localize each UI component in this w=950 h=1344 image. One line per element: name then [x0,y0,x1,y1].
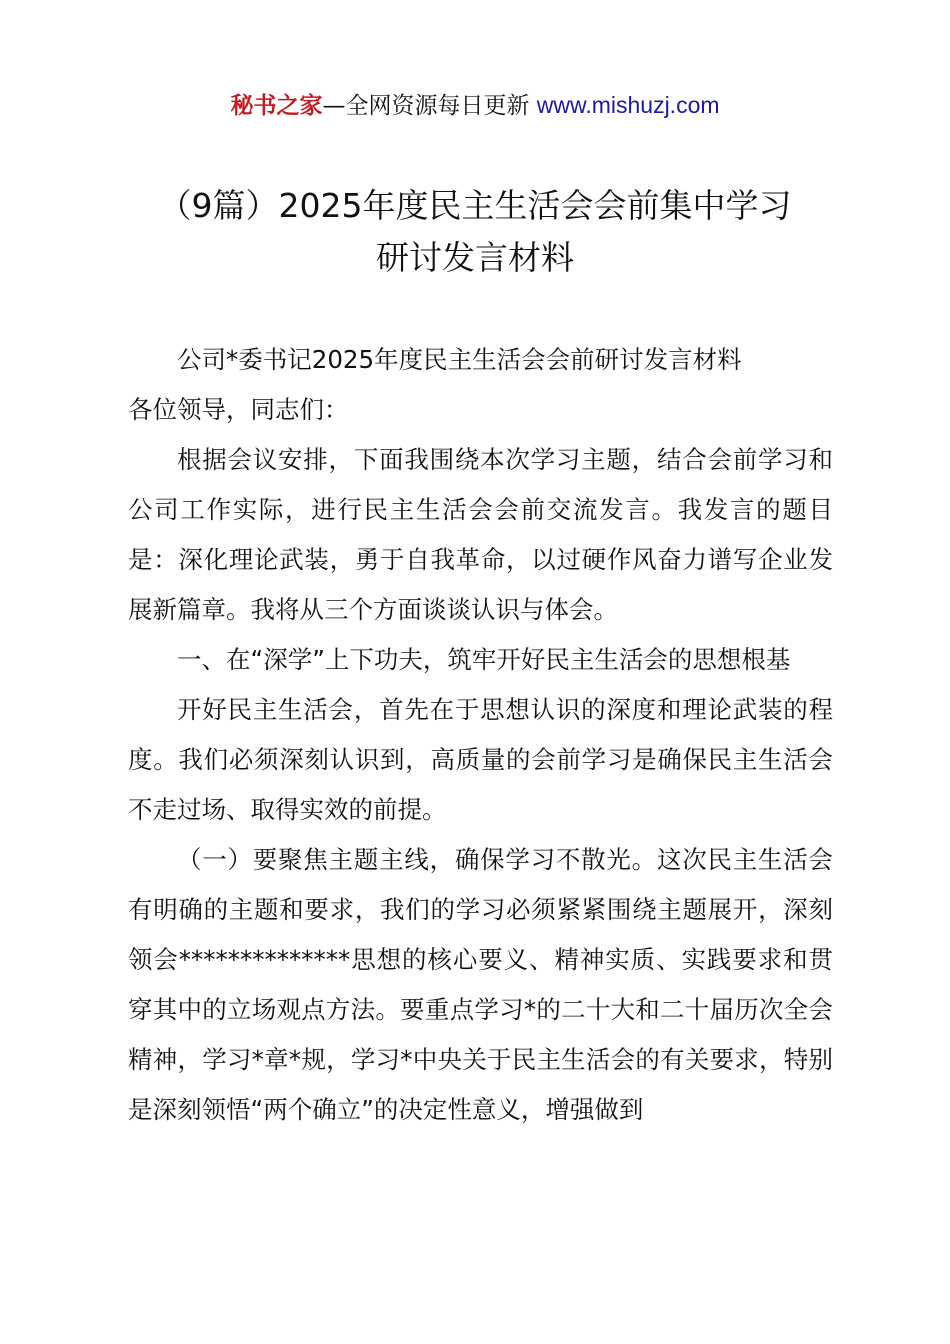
site-brand: 秘书之家 [230,93,323,119]
title-line-1: （9篇）2025年度民主生活会会前集中学习 [158,186,792,225]
document-body [128,335,833,1135]
body-paragraph: 开好民主生活会，首先在于思想认识的深度和理论武装的程度。我们必须深刻认识到，高质量的会前学习是确保民主生活会不走过场、取得实效的前提。 [128,695,833,824]
title-line-2: 研讨发言材料 [376,238,574,277]
salutation-paragraph: 各位领导，同志们： [128,395,349,424]
subtitle-paragraph: 公司*委书记2025年度民主生活会会前研讨发言材料 [177,345,742,374]
site-url-link[interactable]: www.mishuzj.com [536,92,720,118]
site-tagline: —全网资源每日更新 [322,93,537,119]
document-title [100,180,850,284]
body-paragraph: （一）要聚焦主题主线，确保学习不散光。这次民主生活会有明确的主题和要求，我们的学习必须紧紧围绕主题展开，深刻领会**************思想的核心要义、精神实质、实践要求和贯穿其中的立场观点方法。要重点学习*的二十大和二十届历次全会精神，学习*章*规，学习*中央关于民主生活会的有关要求，特别是深刻领悟“两个确立”的决定性意义，增强做到 [128,845,833,1124]
section-heading: 一、在“深学”上下功夫，筑牢开好民主生活会的思想根基 [177,645,791,674]
body-paragraph: 根据会议安排，下面我围绕本次学习主题，结合会前学习和公司工作实际，进行民主生活会会前交流发言。我发言的题目是：深化理论武装，勇于自我革命，以过硬作风奋力谱写企业发展新篇章。我将从三个方面谈谈认识与体会。 [128,445,833,624]
site-header [0,88,950,123]
